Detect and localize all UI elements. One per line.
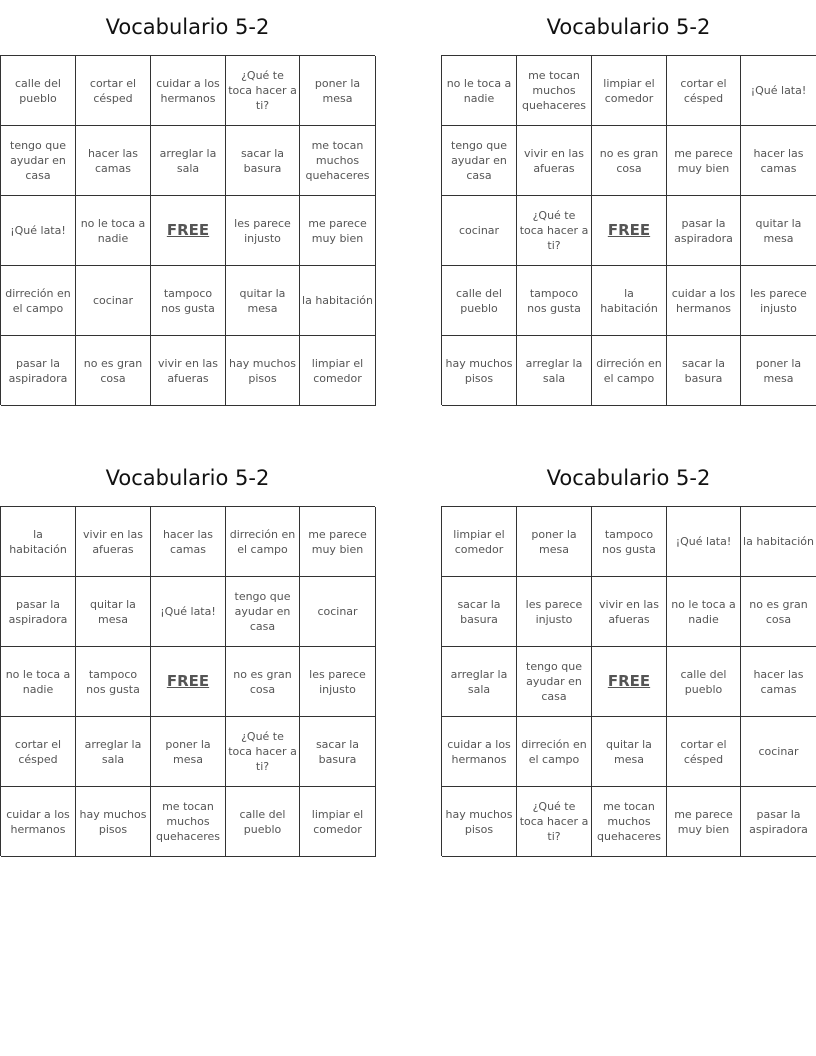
bingo-cell: dirreción en el campo [226, 507, 300, 577]
bingo-cell: no le toca a nadie [667, 577, 741, 647]
bingo-cell: vivir en las afueras [592, 577, 667, 647]
bingo-cell: pasar la aspiradora [1, 336, 76, 406]
bingo-cell: cortar el césped [1, 717, 76, 787]
bingo-cell: cocinar [442, 196, 517, 266]
bingo-cell: cuidar a los hermanos [1, 787, 76, 857]
bingo-cell: me parece muy bien [667, 126, 741, 196]
bingo-cell: les parece injusto [517, 577, 592, 647]
bingo-cell: dirreción en el campo [517, 717, 592, 787]
bingo-cell: ¡Qué lata! [741, 56, 816, 126]
bingo-cell: ¿Qué te toca hacer a ti? [517, 196, 592, 266]
bingo-cell: cortar el césped [667, 717, 741, 787]
bingo-cell: la habitación [1, 507, 76, 577]
bingo-cell: me parece muy bien [300, 507, 376, 577]
bingo-cell: ¡Qué lata! [1, 196, 76, 266]
bingo-cell: tampoco nos gusta [592, 507, 667, 577]
bingo-cell: arreglar la sala [76, 717, 151, 787]
bingo-cell: me tocan muchos quehaceres [517, 56, 592, 126]
bingo-cell: la habitación [741, 507, 816, 577]
bingo-cell: ¿Qué te toca hacer a ti? [226, 717, 300, 787]
bingo-cell: arreglar la sala [517, 336, 592, 406]
bingo-cell: no le toca a nadie [1, 647, 76, 717]
bingo-cell: dirreción en el campo [592, 336, 667, 406]
bingo-cell: pasar la aspiradora [667, 196, 741, 266]
bingo-card-1 [0, 0, 375, 405]
bingo-cell: hacer las camas [151, 507, 226, 577]
bingo-cell: quitar la mesa [741, 196, 816, 266]
bingo-cell: arreglar la sala [442, 647, 517, 717]
bingo-cell: sacar la basura [667, 336, 741, 406]
bingo-cell: les parece injusto [741, 266, 816, 336]
bingo-cell: poner la mesa [517, 507, 592, 577]
bingo-cell: pasar la aspiradora [1, 577, 76, 647]
bingo-cell: ¿Qué te toca hacer a ti? [517, 787, 592, 857]
bingo-grid [0, 55, 375, 405]
bingo-cell: tampoco nos gusta [517, 266, 592, 336]
bingo-cell: quitar la mesa [592, 717, 667, 787]
bingo-cell: hay muchos pisos [442, 336, 517, 406]
bingo-card-2 [441, 0, 816, 405]
free-space-cell: FREE [592, 647, 667, 717]
free-space-cell: FREE [151, 196, 226, 266]
bingo-cell: me tocan muchos quehaceres [300, 126, 376, 196]
bingo-grid [441, 506, 816, 856]
bingo-cell: la habitación [300, 266, 376, 336]
bingo-cell: pasar la aspiradora [741, 787, 816, 857]
card-title: Vocabulario 5-2 [546, 15, 711, 39]
bingo-cell: calle del pueblo [1, 56, 76, 126]
bingo-cell: tengo que ayudar en casa [226, 577, 300, 647]
bingo-cell: calle del pueblo [226, 787, 300, 857]
bingo-cell: limpiar el comedor [300, 787, 376, 857]
bingo-cell: vivir en las afueras [517, 126, 592, 196]
bingo-cell: vivir en las afueras [151, 336, 226, 406]
bingo-cell: sacar la basura [226, 126, 300, 196]
bingo-cell: dirreción en el campo [1, 266, 76, 336]
bingo-cell: calle del pueblo [667, 647, 741, 717]
card-title: Vocabulario 5-2 [105, 15, 270, 39]
bingo-cell: tampoco nos gusta [151, 266, 226, 336]
bingo-cell: ¡Qué lata! [667, 507, 741, 577]
bingo-cell: hay muchos pisos [226, 336, 300, 406]
bingo-cell: me tocan muchos quehaceres [151, 787, 226, 857]
bingo-cell: tampoco nos gusta [76, 647, 151, 717]
bingo-cell: quitar la mesa [226, 266, 300, 336]
bingo-cell: hacer las camas [76, 126, 151, 196]
bingo-cell: hacer las camas [741, 647, 816, 717]
bingo-cell: tengo que ayudar en casa [1, 126, 76, 196]
bingo-cell: vivir en las afueras [76, 507, 151, 577]
bingo-cell: me parece muy bien [300, 196, 376, 266]
bingo-cell: les parece injusto [300, 647, 376, 717]
bingo-cell: hay muchos pisos [76, 787, 151, 857]
bingo-cell: cocinar [300, 577, 376, 647]
card-title: Vocabulario 5-2 [105, 466, 270, 490]
bingo-cell: cocinar [76, 266, 151, 336]
bingo-cell: limpiar el comedor [300, 336, 376, 406]
bingo-cell: no es gran cosa [226, 647, 300, 717]
bingo-cell: arreglar la sala [151, 126, 226, 196]
bingo-cell: calle del pueblo [442, 266, 517, 336]
bingo-cell: sacar la basura [442, 577, 517, 647]
card-title: Vocabulario 5-2 [546, 466, 711, 490]
bingo-cell: ¡Qué lata! [151, 577, 226, 647]
bingo-cell: no es gran cosa [592, 126, 667, 196]
bingo-cell: me parece muy bien [667, 787, 741, 857]
bingo-cell: hay muchos pisos [442, 787, 517, 857]
bingo-cell: cocinar [741, 717, 816, 787]
bingo-cell: cuidar a los hermanos [667, 266, 741, 336]
bingo-cell: no es gran cosa [741, 577, 816, 647]
bingo-cell: poner la mesa [151, 717, 226, 787]
free-space-cell: FREE [592, 196, 667, 266]
bingo-cell: les parece injusto [226, 196, 300, 266]
bingo-cell: no le toca a nadie [442, 56, 517, 126]
bingo-cell: cuidar a los hermanos [151, 56, 226, 126]
bingo-card-4 [441, 451, 816, 856]
bingo-cell: tengo que ayudar en casa [442, 126, 517, 196]
bingo-cell: cortar el césped [667, 56, 741, 126]
bingo-cell: cortar el césped [76, 56, 151, 126]
bingo-grid [441, 55, 816, 405]
bingo-cell: limpiar el comedor [442, 507, 517, 577]
bingo-cell: la habitación [592, 266, 667, 336]
bingo-cell: limpiar el comedor [592, 56, 667, 126]
bingo-grid [0, 506, 375, 856]
bingo-cell: ¿Qué te toca hacer a ti? [226, 56, 300, 126]
bingo-cell: cuidar a los hermanos [442, 717, 517, 787]
bingo-cell: tengo que ayudar en casa [517, 647, 592, 717]
bingo-card-3 [0, 451, 375, 856]
bingo-cell: poner la mesa [300, 56, 376, 126]
bingo-cell: me tocan muchos quehaceres [592, 787, 667, 857]
bingo-cell: hacer las camas [741, 126, 816, 196]
bingo-cell: quitar la mesa [76, 577, 151, 647]
free-space-cell: FREE [151, 647, 226, 717]
bingo-cell: no es gran cosa [76, 336, 151, 406]
bingo-cell: poner la mesa [741, 336, 816, 406]
bingo-cell: no le toca a nadie [76, 196, 151, 266]
bingo-cell: sacar la basura [300, 717, 376, 787]
